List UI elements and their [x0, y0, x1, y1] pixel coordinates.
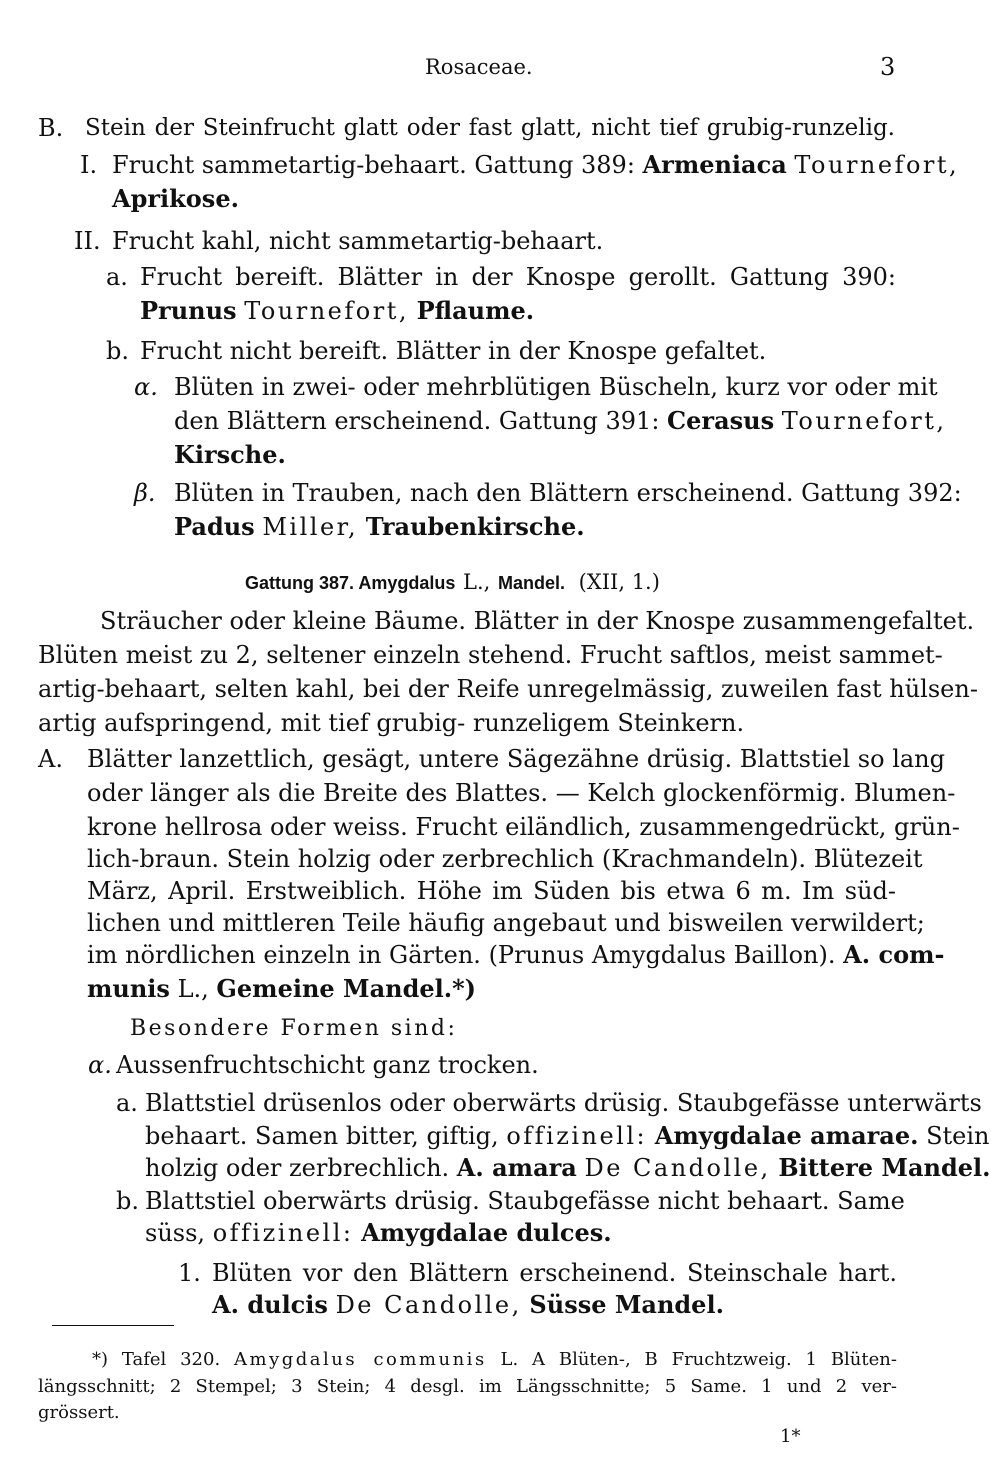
species-A-label: A. [38, 745, 63, 773]
key-alpha-text: den Blättern erscheinend. Gattung 391: [174, 407, 660, 435]
key-alpha-label: α. [134, 373, 158, 401]
forms-a-common: Bittere Mandel. [778, 1153, 991, 1182]
section-class: (XII, 1.) [578, 570, 660, 594]
forms-b-drug: Amygdalae dulces. [361, 1218, 612, 1247]
species-A-line-1: Blätter lanzettlich, gesägt, untere Sägezähne drüsig. Blattstiel so lang [87, 745, 945, 773]
running-header: Rosaceae. [425, 55, 533, 79]
key-beta-label: β. [134, 479, 156, 507]
species-A-author: L., [177, 975, 209, 1003]
key-beta-common: Traubenkirsche. [365, 512, 585, 541]
species-A-line-4: lich-braun. Stein holzig oder zerbrechlich (Krachmandeln). Blütezeit [87, 845, 923, 873]
key-a-label: a. [106, 263, 128, 291]
forms-a-line-1: Blattstiel drüsenlos oder oberwärts drüsig. Staubgefässe unterwärts [145, 1089, 982, 1117]
key-a-common: Pflaume. [416, 296, 535, 325]
footnote-line-1-text: Tafel 320. [121, 1349, 221, 1370]
forms-one-species: A. dulcis [212, 1290, 328, 1319]
key-a-text: Frucht bereift. Blätter in der Knospe gerollt. Gattung 390: [140, 263, 896, 291]
key-a-author: Tournefort, [244, 297, 409, 325]
key-b-text: Frucht nicht bereift. Blätter in der Knospe gefaltet. [140, 337, 767, 365]
key-beta-text: Blüten in Trauben, nach den Blättern erscheinend. Gattung 392: [174, 479, 962, 507]
key-I-common: Aprikose. [112, 184, 239, 213]
forms-one-line-1: Blüten vor den Blättern erscheinend. Steinschale hart. [212, 1259, 897, 1287]
key-alpha-line1: Blüten in zwei- oder mehrblütigen Büscheln, kurz vor oder mit [174, 373, 938, 401]
key-I-text: Frucht sammetartig-behaart. Gattung 389: [112, 151, 635, 179]
page-number: 3 [880, 53, 896, 81]
section-genus: Gattung 387. Amygdalus [245, 573, 456, 593]
species-A-line-5: März, April. Erstweiblich. Höhe im Süden bis etwa 6 m. Im süd- [87, 877, 896, 905]
forms-a-line-3-text: holzig oder zerbrechlich. [145, 1154, 450, 1182]
species-A-line-8 [87, 974, 476, 1004]
forms-b-label: b. [116, 1187, 139, 1215]
footnote-line-2: längsschnitt; 2 Stempel; 3 Stein; 4 desgl. im Längsschnitte; 5 Same. 1 und 2 ver- [38, 1376, 897, 1397]
key-I-author: Tournefort, [794, 151, 960, 179]
section-common: Mandel. [497, 573, 565, 593]
footnote-line-1 [92, 1347, 897, 1373]
forms-a-line-2-text: behaart. Samen bitter, giftig, [145, 1122, 499, 1150]
signature-mark: 1* [780, 1426, 801, 1447]
forms-alpha-label: α. [88, 1051, 112, 1079]
key-I-label: I. [80, 151, 98, 179]
footnote-species: Amygdalus communis [234, 1349, 487, 1370]
key-alpha-line2 [174, 406, 947, 436]
key-beta-author: Miller, [262, 513, 359, 541]
species-A-line-7-text: im nördlichen einzeln in Gärten. (Prunus Amygdalus Baillon). [87, 941, 836, 969]
forms-a-line-2 [145, 1121, 990, 1151]
forms-intro: Besondere Formen sind: [130, 1016, 458, 1041]
species-A-line-3: krone hellrosa oder weiss. Frucht eiländlich, zusammengedrückt, grün- [87, 813, 960, 841]
species-A-name-start: A. com- [843, 940, 945, 969]
forms-one-line-2 [212, 1290, 724, 1320]
forms-one-common: Süsse Mandel. [529, 1290, 724, 1319]
species-A-line-7 [87, 940, 945, 970]
description-line-1: Sträucher oder kleine Bäume. Blätter in der Knospe zusammengefaltet. [100, 607, 975, 635]
key-beta-line2 [174, 512, 585, 542]
forms-one-label: 1. [178, 1259, 201, 1287]
species-A-line-2: oder länger als die Breite des Blattes. — Kelch glockenförmig. Blumen- [87, 779, 956, 807]
species-A-common: Gemeine Mandel.*) [216, 974, 477, 1003]
forms-b-officinal: offizinell: [212, 1219, 354, 1247]
forms-a-label: a. [116, 1089, 138, 1117]
forms-b-line-2-text: süss, [145, 1219, 206, 1247]
key-alpha-genus: Cerasus [667, 406, 775, 435]
section-author: L., [463, 570, 491, 594]
key-alpha-common: Kirsche. [174, 440, 286, 469]
species-A-line-6: lichen und mittleren Teile häufig angebaut und bisweilen verwildert; [87, 909, 925, 937]
key-B-label: B. [38, 114, 64, 142]
forms-b-line-1: Blattstiel oberwärts drüsig. Staubgefässe nicht behaart. Same [145, 1187, 905, 1215]
forms-a-author: De Candolle, [584, 1154, 771, 1182]
description-line-4: artig aufspringend, mit tief grubig- runzeligem Steinkern. [38, 709, 745, 737]
footnote-line-3: grössert. [38, 1402, 120, 1423]
key-I-genus: Armeniaca [642, 150, 787, 179]
forms-a-species: A. amara [456, 1153, 577, 1182]
key-II-label: II. [74, 227, 101, 255]
key-beta-genus: Padus [174, 512, 255, 541]
key-a-genus: Prunus [140, 296, 237, 325]
key-B-text: Stein der Steinfrucht glatt oder fast glatt, nicht tief grubig-runzelig. [85, 115, 895, 141]
key-II-text: Frucht kahl, nicht sammetartig-behaart. [112, 227, 604, 255]
description-line-2: Blüten meist zu 2, seltener einzeln stehend. Frucht saftlos, meist sammet- [38, 641, 943, 669]
key-a-line2 [140, 296, 534, 326]
key-alpha-author: Tournefort, [781, 407, 947, 435]
forms-alpha-text: Aussenfruchtschicht ganz trocken. [116, 1051, 539, 1079]
forms-a-drug: Amygdalae amarae. [654, 1121, 919, 1150]
section-heading [245, 566, 660, 598]
footnote-line-1-tail: L. A Blüten-, B Fruchtzweig. 1 Blüten- [500, 1349, 897, 1370]
description-line-3: artig-behaart, selten kahl, bei der Reife unregelmässig, zuweilen fast hülsen- [38, 675, 978, 703]
forms-a-line-2-tail: Stein [926, 1122, 990, 1150]
key-I-line [112, 150, 960, 180]
forms-a-officinal: offizinell: [506, 1122, 648, 1150]
forms-a-line-3 [145, 1153, 991, 1183]
forms-b-line-2 [145, 1218, 612, 1248]
key-b-label: b. [106, 337, 129, 365]
footnote-mark: *) [92, 1349, 109, 1370]
footnote-rule [52, 1325, 174, 1326]
species-A-name-end: munis [87, 974, 170, 1003]
forms-one-author: De Candolle, [335, 1291, 522, 1319]
